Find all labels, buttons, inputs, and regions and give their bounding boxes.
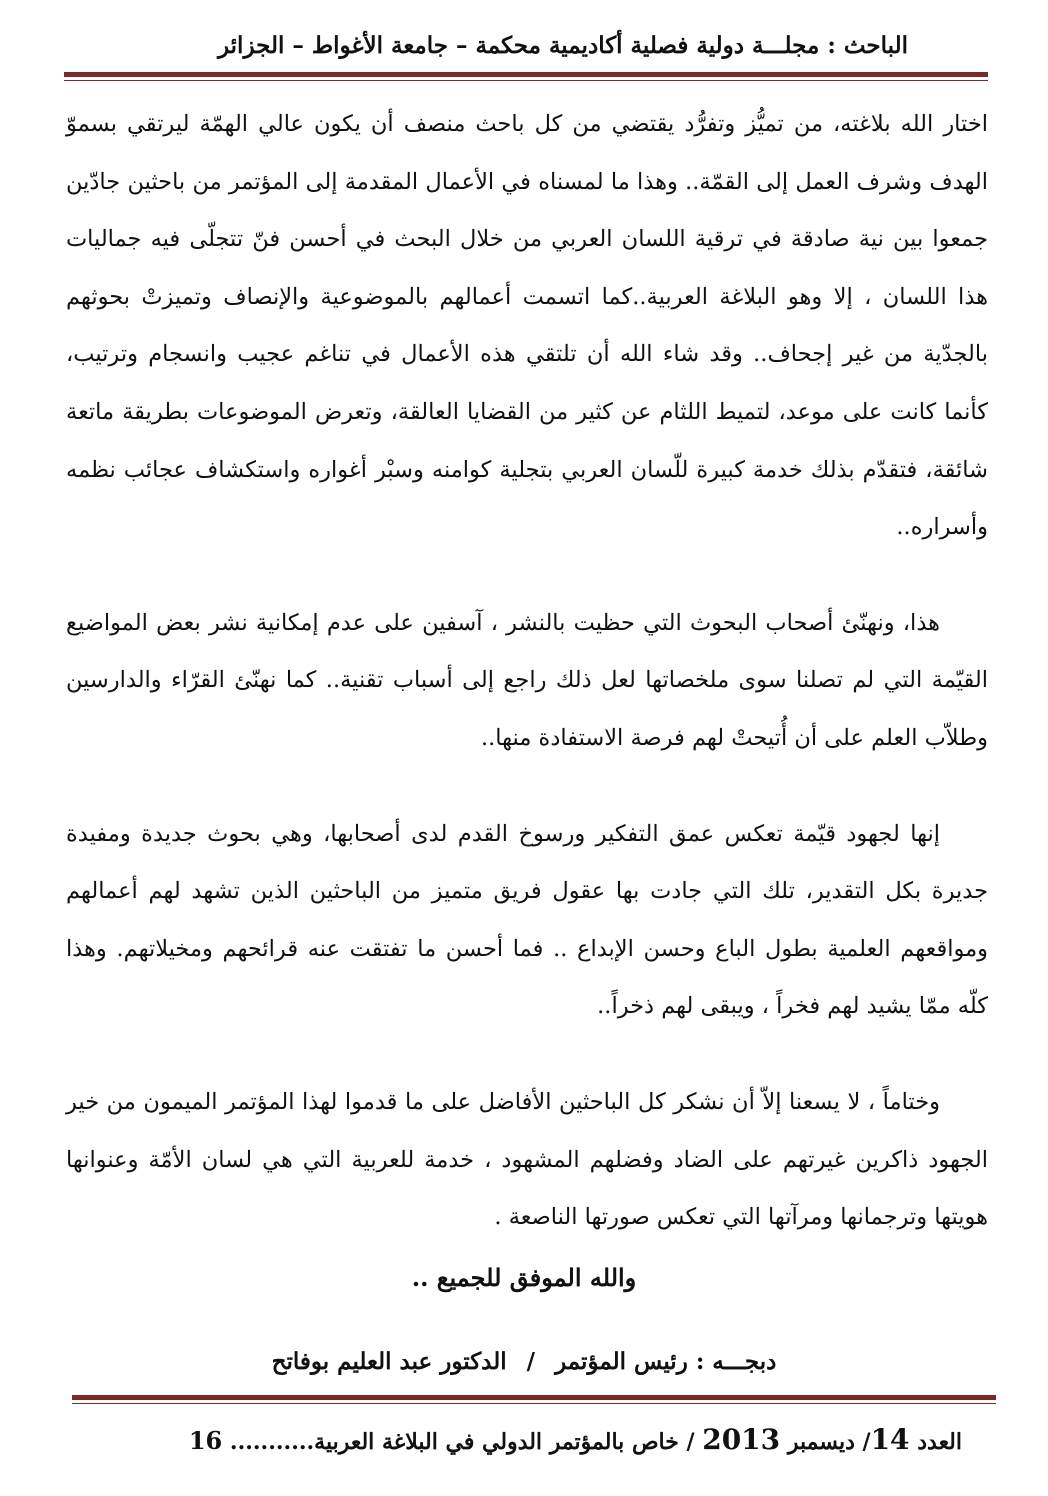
paragraph-gap (66, 1036, 988, 1074)
journal-header: الباحث : مجلـــة دولية فصلية أكاديمية محكمة – جامعة الأغواط – الجزائر (217, 32, 908, 59)
paragraph-efforts: إنها لجهود قيّمة تعكس عمق التفكير ورسوخ القدم لدى أصحابها، وهي بحوث جديدة ومفيدة جديرة بكل التقدير، تلك التي جادت بها عقول فريق متميز من الباحثين الذين تشهد لهم أعمالهم ومواقعهم العلمية بطول الباع وحسن الإبداع .. فما أحسن ما تفتقت عنه قرائحهم ومخيلاتهم. وهذا كلّه ممّا يشيد لهم فخراً ، ويبقى لهم ذخراً.. (66, 820, 988, 1020)
footer-rule-thin (72, 1403, 996, 1404)
signature-line (0, 1342, 1048, 1382)
paragraph-gap (66, 557, 988, 595)
footer-rule-thick (72, 1395, 996, 1400)
footer-issue-number: 14 (870, 1423, 910, 1456)
page-number: 16 (188, 1426, 223, 1455)
footer-description: / خاص بالمؤتمر الدولي في البلاغة العربية........... (229, 1429, 695, 1455)
footer-issue-label: العدد (917, 1429, 962, 1455)
page-footer (100, 1420, 962, 1462)
header-rule (64, 72, 988, 81)
signature-separator: / (526, 1348, 536, 1375)
header-rule-thick (64, 72, 988, 77)
paragraph-congratulations: هذا، ونهنّئ أصحاب البحوث التي حظيت بالنشر ، آسفين على عدم إمكانية نشر بعض المواضيع القيّمة التي لم تصلنا سوى ملخصاتها لعل ذلك راجع إلى أسباب تقنية.. كما نهنّئ القرّاء والدارسين وطلاّب العلم على أن أُتيحتْ لهم فرصة الاستفادة منها.. (66, 609, 988, 751)
paragraph-gap (66, 768, 988, 806)
closing-line: والله الموفق للجميع .. (411, 1263, 637, 1292)
paragraph-conclusion: وختاماً ، لا يسعنا إلاّ أن نشكر كل الباحثين الأفاضل على ما قدموا لهذا المؤتمر الميمون من خير الجهود ذاكرين غيرتهم على الضاد وفضلهم المشهود ، خدمة للعربية التي هي لسان الأمّة وعنوانها هويتها وترجمانها ومرآتها التي تعكس صورتها الناصعة . (66, 1088, 988, 1231)
footer-month: / ديسمبر (787, 1429, 871, 1455)
paragraph-intro: اختار الله بلاغته، من تميُّز وتفرُّد يقتضي من كل باحث منصف أن يكون عالي الهمّة ليرتقي بسموّ الهدف وشرف العمل إلى القمّة.. وهذا ما لمسناه في الأعمال المقدمة إلى المؤتمر من باحثين جادّين جمعوا بين نية صادقة في ترقية اللسان العربي من خلال البحث في أحسن فنّ تتجلّى فيه جماليات هذا اللسان ، إلا وهو البلاغة العربية..كما اتسمت أعمالهم بالموضوعية والإنصاف وتميزتْ بحوثهم بالجدّية من غير إجحاف.. وقد شاء الله أن تلتقي هذه الأعمال في تناغم عجيب وانسجام وترتيب، كأنما كانت على موعد، لتميط اللثام عن كثير من القضايا العالقة، وتعرض الموضوعات بطريقة ماتعة شائقة، فتقدّم بذلك خدمة كبيرة للّسان العربي بتجلية كوامنه وسبْر أغواره واستكشاف عجائب نظمه وأسراره.. (66, 111, 988, 541)
article-body (66, 96, 988, 1247)
header-rule-thin (64, 80, 988, 81)
signature-role: دبجـــه : رئيس المؤتمر (555, 1348, 777, 1375)
footer-rule (72, 1395, 996, 1404)
footer-year: 2013 (702, 1423, 781, 1456)
signature-name: الدكتور عبد العليم بوفاتح (271, 1348, 507, 1375)
